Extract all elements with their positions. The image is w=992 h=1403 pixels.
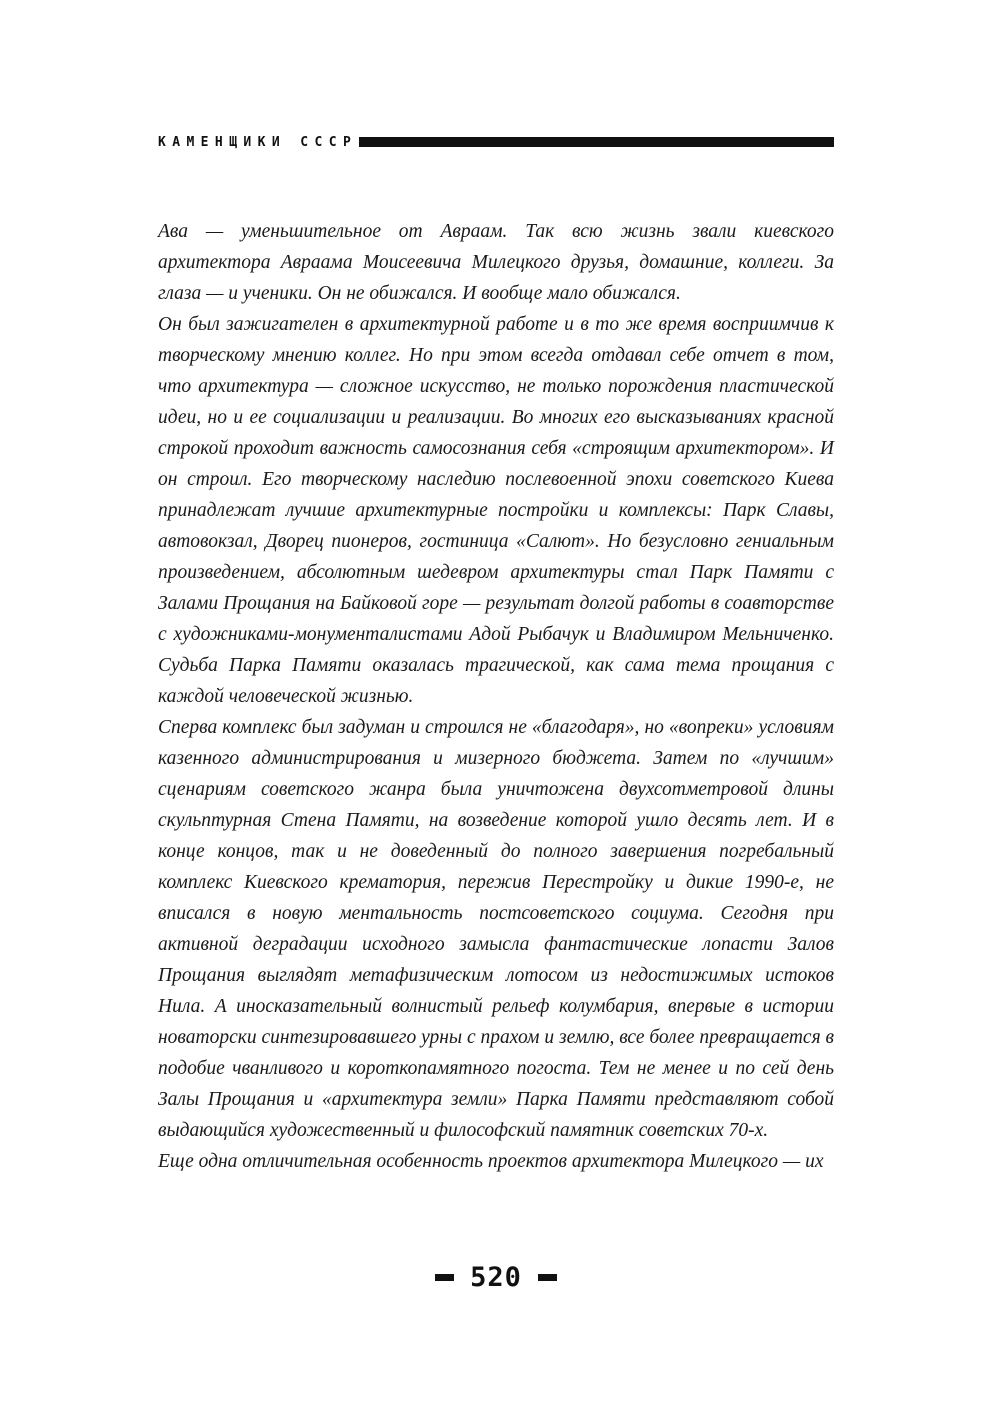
body-text: [158, 216, 834, 1177]
running-header-title: КАМЕНЩИКИ СССР: [158, 134, 358, 150]
footer-bar-right: [538, 1274, 557, 1281]
paragraph: Сперва комплекс был задуман и строился не «благодаря», но «вопреки» условиям казенного администрирования и мизерного бюджета. Затем по «лучшим» сценариям советского жанра была уничтожена двухсотметровой длины скульптурная Стена Памяти, на возведение которой ушло десять лет. И в конце концов, так и не доведенный до полного завершения погребальный комплекс Киевского крематория, пережив Перестройку и дикие 1990-е, не вписался в новую ментальность постсоветского социума. Сегодня при активной деградации исходного замысла фантастические лопасти Залов Прощания выглядят метафизическим лотосом из недостижимых истоков Нила. А иносказательный волнистый рельеф колумбария, впервые в истории новаторски синтезировавшего урны с прахом и землю, все более превращается в подобие чванливого и короткопамятного погоста. Тем не менее и по сей день Залы Прощания и «архитектура земли» Парка Памяти представляют собой выдающийся художественный и философский памятник советских 70-х.: [158, 717, 834, 1141]
paragraph: Он был зажигателен в архитектурной работе и в то же время восприимчив к творческому мнению коллег. Но при этом всегда отдавал себе отчет в том, что архитектура — сложное искусство, не только порождения пластической идеи, но и ее социализации и реализации. Во многих его высказываниях красной строкой проходит важность самосознания себя «строящим архитектором». И он строил. Его творческому наследию послевоенной эпохи советского Киева принадлежат лучшие архитектурные постройки и комплексы: Парк Славы, автовокзал, Дворец пионеров, гостиница «Салют». Но безусловно гениальным произведением, абсолютным шедевром архитектуры стал Парк Памяти с Залами Прощания на Байковой горе — результат долгой работы в соавторстве с художниками-монументалистами Адой Рыбачук и Владимиром Мельниченко. Судьба Парка Памяти оказалась трагической, как сама тема прощания с каждой человеческой жизнью.: [158, 314, 834, 707]
paragraph: Еще одна отличительная особенность проектов архитектора Милецкого — их: [158, 1151, 824, 1172]
header-rule: [359, 137, 834, 147]
page-number: 520: [470, 1261, 522, 1293]
page-footer: [0, 1262, 992, 1292]
footer-bar-left: [435, 1274, 454, 1281]
paragraph: Ава — уменьшительное от Авраам. Так всю жизнь звали киевского архитектора Авраама Моисеевича Милецкого друзья, домашние, коллеги. За глаза — и ученики. Он не обижался. И вообще мало обижался.: [158, 221, 834, 304]
running-header: [158, 132, 834, 152]
